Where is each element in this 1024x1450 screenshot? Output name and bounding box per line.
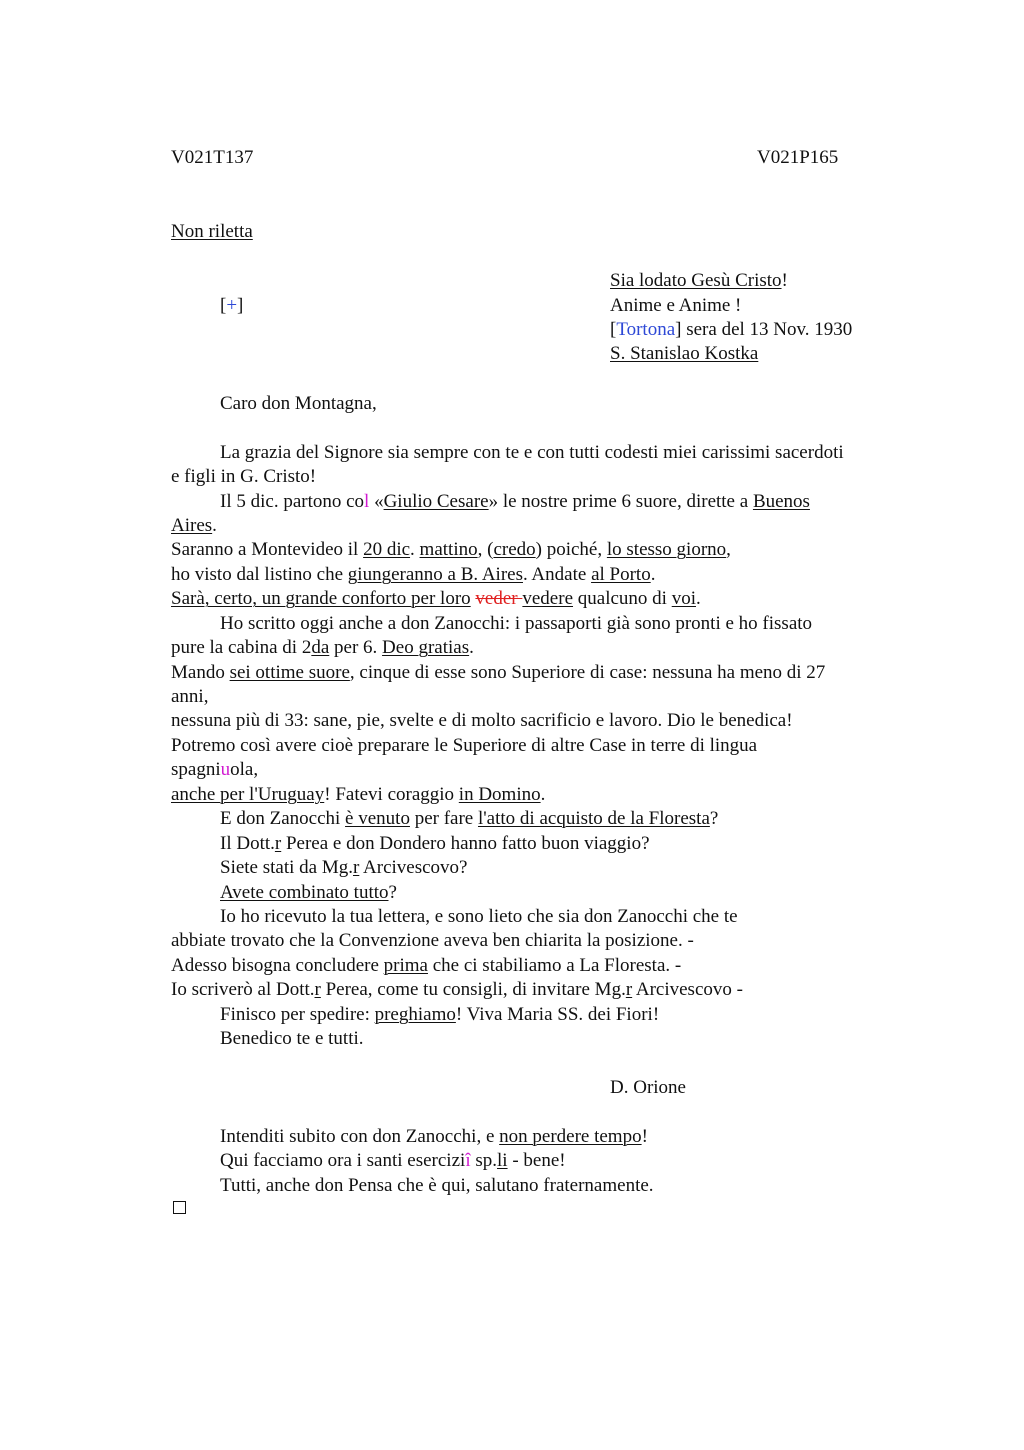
- body-line: Mando sei ottime suore, cinque di esse sono Superiore di case: nessuna ha meno di 27: [171, 662, 826, 683]
- body-line: Adesso bisogna concludere prima che ci stabiliamo a La Floresta. -: [171, 955, 682, 976]
- body-line: Il 5 dic. partono col «Giulio Cesare» le nostre prime 6 suore, dirette a Buenos: [220, 491, 810, 512]
- body-line: E don Zanocchi è venuto per fare l'atto di acquisto de la Floresta?: [220, 808, 719, 829]
- body-line: Io ho ricevuto la tua lettera, e sono lieto che sia don Zanocchi che te: [220, 906, 738, 927]
- cross-sign: +: [226, 295, 238, 316]
- body-line: Siete stati da Mg.r Arcivescovo?: [220, 857, 468, 878]
- cross-mark: [+]: [220, 295, 244, 316]
- document-code-left: V021T137: [171, 147, 254, 168]
- status-note: Non riletta: [171, 221, 253, 242]
- body-line: Sarà, certo, un grande conforto per loro veder vedere qualcuno di voi.: [171, 588, 701, 609]
- saint-day-line: S. Stanislao Kostka: [610, 343, 759, 364]
- body-line: Il Dott.r Perea e don Dondero hanno fatto buon viaggio?: [220, 833, 650, 854]
- body-line: abbiate trovato che la Convenzione aveva ben chiarita la posizione. -: [171, 930, 694, 951]
- body-line: ho visto dal listino che giungeranno a B. Aires. Andate al Porto.: [171, 564, 656, 585]
- place-name: Tortona: [616, 319, 676, 340]
- invocation-line: Sia lodato Gesù Cristo!: [610, 270, 788, 291]
- place-date-line: [Tortona] sera del 13 Nov. 1930: [610, 319, 853, 340]
- body-line: spagniuola,: [171, 759, 259, 780]
- body-line: anni,: [171, 686, 209, 707]
- signature: D. Orione: [610, 1077, 686, 1098]
- postscript-line: Qui facciamo ora i santi eserciziî sp.li - bene!: [220, 1150, 566, 1171]
- anime-line: Anime e Anime !: [610, 295, 742, 316]
- body-line: Aires.: [171, 515, 217, 536]
- body-line: e figli in G. Cristo!: [171, 466, 317, 487]
- document-code-right: V021P165: [757, 147, 839, 168]
- body-line: Io scriverò al Dott.r Perea, come tu consigli, di invitare Mg.r Arcivescovo -: [171, 979, 743, 1000]
- body-line: nessuna più di 33: sane, pie, svelte e di molto sacrificio e lavoro. Dio le benedica!: [171, 710, 793, 731]
- postscript-line: Intenditi subito con don Zanocchi, e non perdere tempo!: [220, 1126, 648, 1147]
- body-line: Avete combinato tutto?: [220, 882, 397, 903]
- body-line: Saranno a Montevideo il 20 dic. mattino, (credo) poiché, lo stesso giorno,: [171, 539, 731, 560]
- body-line: Benedico te e tutti.: [220, 1028, 364, 1049]
- body-line: pure la cabina di 2da per 6. Deo gratias.: [171, 637, 474, 658]
- body-line: Potremo così avere cioè preparare le Superiore di altre Case in terre di lingua: [171, 735, 758, 756]
- body-line: Finisco per spedire: preghiamo! Viva Maria SS. dei Fiori!: [220, 1004, 660, 1025]
- body-line: anche per l'Uruguay! Fatevi coraggio in Domino.: [171, 784, 546, 805]
- body-line: Ho scritto oggi anche a don Zanocchi: i passaporti già sono pronti e ho fissato: [220, 613, 813, 634]
- deleted-word: veder: [475, 588, 523, 609]
- postscript-line: Tutti, anche don Pensa che è qui, salutano fraternamente.: [220, 1175, 654, 1196]
- checkbox-square-icon: [173, 1201, 186, 1214]
- greeting: Caro don Montagna,: [220, 393, 377, 414]
- body-line: La grazia del Signore sia sempre con te e con tutti codesti miei carissimi sacerdoti: [220, 442, 844, 463]
